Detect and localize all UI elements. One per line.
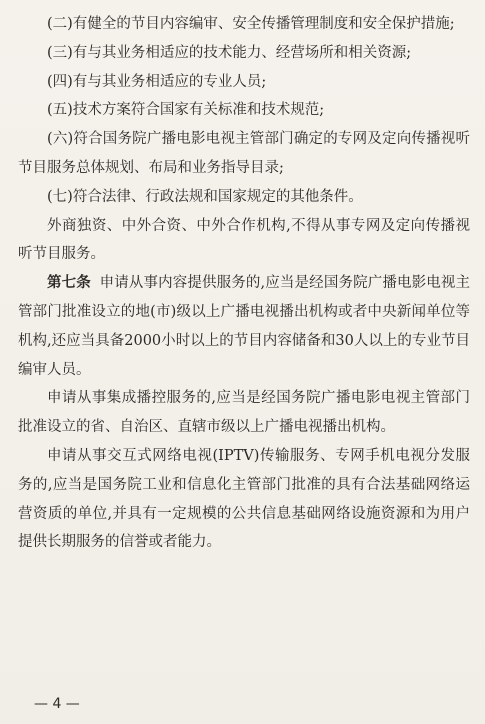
- paragraph-foreign-restriction: 外商独资、中外合资、中外合作机构,不得从事专网及定向传播视听节目服务。: [18, 217, 470, 263]
- paragraph-integration-service: 申请从事集成播控服务的,应当是经国务院广播电影电视主管部门批准设立的省、自治区、直辖市级以上广播电视播出机构。: [18, 390, 470, 436]
- paragraph-item-4: (四)有与其业务相适应的专业人员;: [47, 73, 267, 90]
- paragraph-item-2: (二)有健全的节目内容编审、安全传播管理制度和安全保护措施;: [47, 16, 455, 32]
- paragraph-item-5: (五)技术方案符合国家有关标准和技术规范;: [47, 102, 325, 119]
- page-number: — 4 —: [34, 696, 80, 712]
- paragraph-item-3: (三)有与其业务相适应的技术能力、经营场所和相关资源;: [47, 44, 412, 61]
- paragraph-iptv-service: 申请从事交互式网络电视(IPTV)传输服务、专网手机电视分发服务的,应当是国务院工业和信息化主管部门批准的具有合法基础网络运营资质的单位,并具有一定规模的公共信息基础网络设施资源和为用户提供长期服务的信誉或者能力。: [18, 447, 470, 551]
- paragraph-item-6: (六)符合国务院广播电影电视主管部门确定的专网及定向传播视听节目服务总体规划、布局和业务指导目录;: [18, 131, 470, 176]
- article-heading: 第七条: [47, 275, 91, 292]
- paragraph-item-7: (七)符合法律、行政法规和国家规定的其他条件。: [47, 188, 363, 205]
- document-body: [18, 10, 470, 557]
- article-7-text: 申请从事内容提供服务的,应当是经国务院广播电影电视主管部门批准设立的地(市)级以上广播电视播出机构或者中央新闻单位等机构,还应当具备2000小时以上的节目内容储备和30人以上的专业节目编审人员。: [18, 275, 471, 378]
- article-7-paragraph: [18, 269, 470, 384]
